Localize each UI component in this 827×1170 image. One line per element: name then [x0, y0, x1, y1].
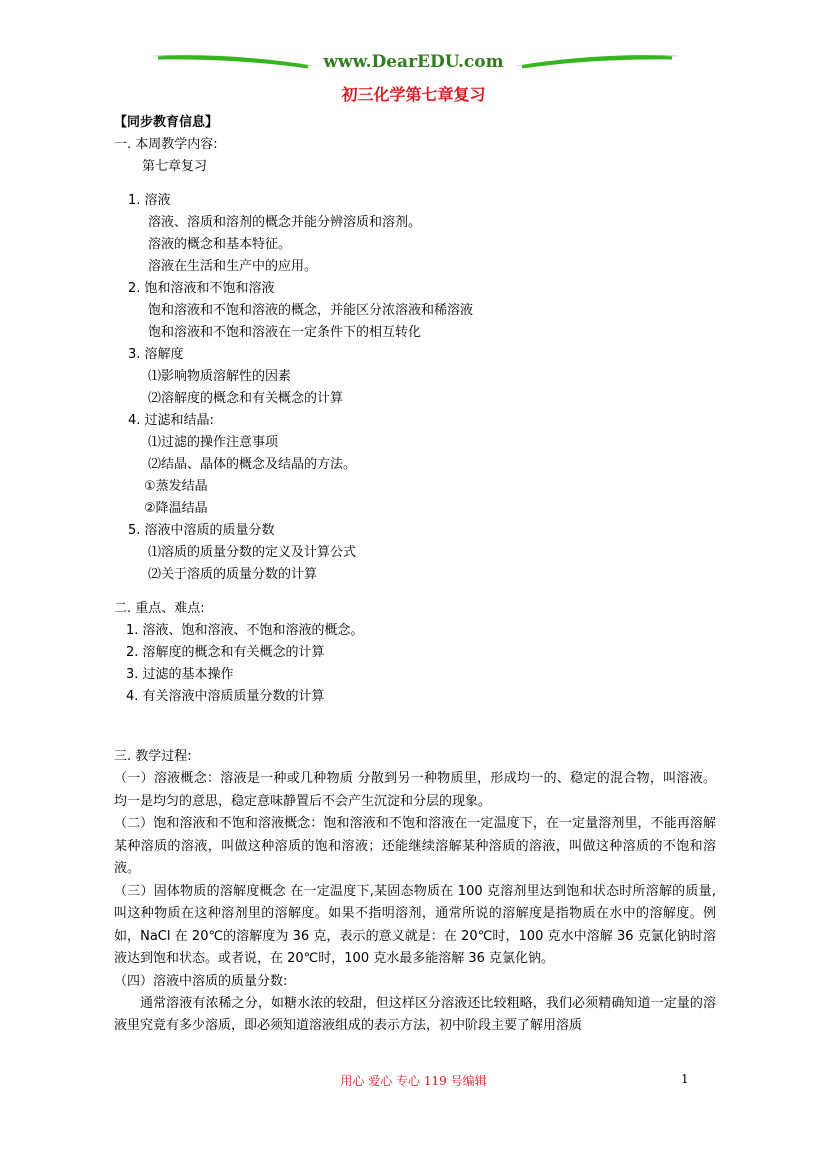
- paragraph-saturated-solution: （二）饱和溶液和不饱和溶液概念：饱和溶液和不饱和溶液在一定温度下，在一定量溶剂里，不能再溶解某种溶质的溶液，叫做这种溶质的饱和溶液；还能继续溶解某种溶质的溶液，叫做这种溶质的不饱和溶液。: [114, 816, 716, 876]
- site-header: [0, 48, 827, 78]
- paragraph-mass-fraction-heading: （四）溶液中溶质的质量分数:: [114, 973, 288, 989]
- topic-4-line: ②降温结晶: [144, 501, 208, 516]
- topic-2-label: 2. 饱和溶液和不饱和溶液: [128, 281, 275, 296]
- page-number: 1: [681, 1072, 689, 1086]
- topic-4-line: ⑴过滤的操作注意事项: [148, 435, 279, 450]
- sync-info-label: 【同步教育信息】: [114, 115, 219, 130]
- topic-1-label: 1. 溶液: [128, 193, 171, 208]
- topic-4-line: ①蒸发结晶: [144, 479, 208, 494]
- topic-3-line: ⑴影响物质溶解性的因素: [148, 369, 292, 384]
- key-point-item: 4. 有关溶液中溶质质量分数的计算: [126, 689, 325, 704]
- footer-credit: 用心 爱心 专心 119 号编辑: [340, 1074, 487, 1088]
- site-url: www.DearEDU.com: [323, 52, 504, 72]
- document-body: [114, 112, 716, 1038]
- topic-5-line: ⑵关于溶质的质量分数的计算: [148, 567, 318, 582]
- topic-2-line: 饱和溶液和不饱和溶液的概念，并能区分浓溶液和稀溶液: [148, 303, 474, 318]
- topic-5-label: 5. 溶液中溶质的质量分数: [128, 523, 275, 538]
- topic-1-line: 溶液的概念和基本特征。: [148, 237, 292, 252]
- paragraph-mass-fraction: 通常溶液有浓稀之分，如糖水浓的较甜，但这样区分溶液还比较粗略，我们必须精确知道一定量的溶液里究竟有多少溶质，即必须知道溶液组成的表示方法，初中阶段主要了解用溶质: [114, 995, 716, 1033]
- topic-5-line: ⑴溶质的质量分数的定义及计算公式: [148, 545, 357, 560]
- section-3-heading: 三. 教学过程:: [114, 749, 192, 764]
- topic-4-line: ⑵结晶、晶体的概念及结晶的方法。: [148, 457, 357, 472]
- page-title: 初三化学第七章复习: [341, 85, 486, 104]
- paragraph-solution-concept: （一）溶液概念：溶液是一种或几种物质 分散到另一种物质里，形成均一的、稳定的混合物，叫溶液。均一是均匀的意思，稳定意味静置后不会产生沉淀和分层的现象。: [114, 771, 716, 809]
- topic-4-label: 4. 过滤和结晶:: [128, 413, 214, 428]
- key-point-item: 1. 溶液、饱和溶液、不饱和溶液的概念。: [126, 623, 364, 638]
- key-point-item: 3. 过滤的基本操作: [126, 667, 234, 682]
- section-2-heading: 二. 重点、难点:: [114, 601, 205, 616]
- topic-1-line: 溶液、溶质和溶剂的概念并能分辨溶质和溶剂。: [148, 215, 422, 230]
- topic-3-line: ⑵溶解度的概念和有关概念的计算: [148, 391, 344, 406]
- key-point-item: 2. 溶解度的概念和有关概念的计算: [126, 645, 325, 660]
- topic-2-line: 饱和溶液和不饱和溶液在一定条件下的相互转化: [148, 325, 422, 340]
- paragraph-solubility: （三）固体物质的溶解度概念 在一定温度下,某固态物质在 100 克溶剂里达到饱和状态时所溶解的质量,叫这种物质在这种溶剂里的溶解度。如果不指明溶剂，通常所说的溶解度是指物质在水中的溶解度。例如，NaCl 在 20℃的溶解度为 36 克，表示的意义就是：在 20℃时，100 克水中溶解 36 克氯化钠时溶液达到饱和状态。或者说，在 20℃时，100 克水最多能溶解 36 克氯化钠。: [114, 883, 716, 966]
- topic-1-line: 溶液在生活和生产中的应用。: [148, 259, 318, 274]
- section-1-subtitle: 第七章复习: [142, 159, 208, 174]
- topic-3-label: 3. 溶解度: [128, 347, 184, 362]
- section-1-heading: 一. 本周教学内容:: [114, 137, 218, 152]
